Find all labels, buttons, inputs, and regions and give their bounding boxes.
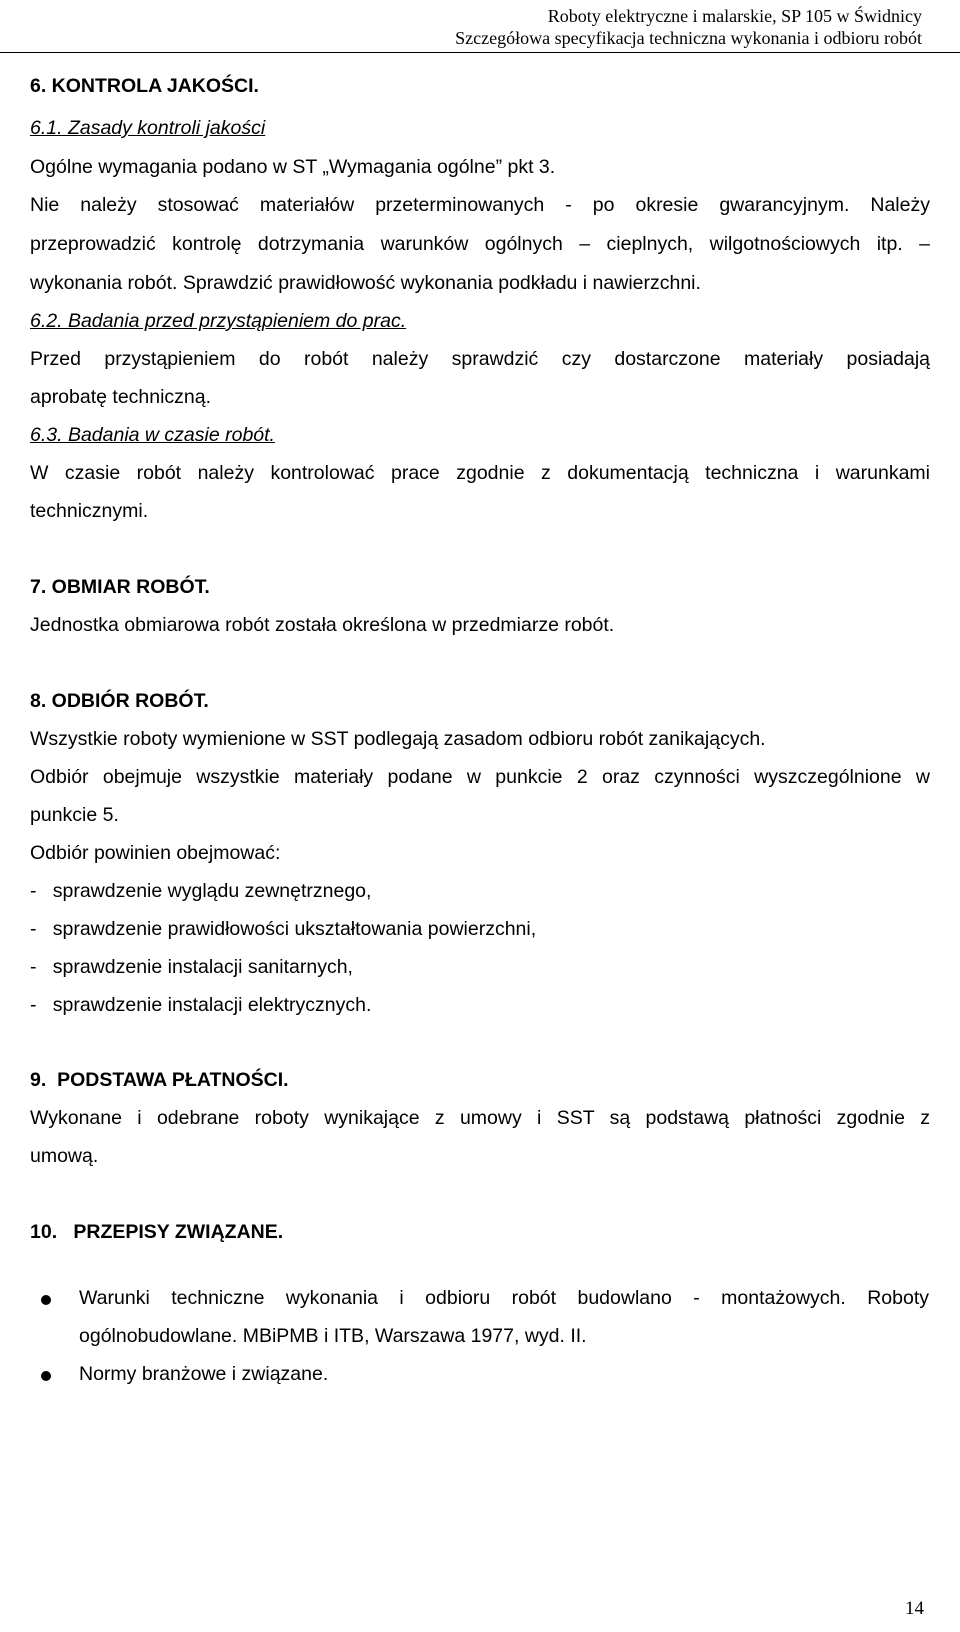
section-6-1-para-2-line-1: Nie należy stosować materiałów przeterminowanych - po okresie gwarancyjnym. Należy: [30, 194, 930, 216]
section-8-para-3: Odbiór powinien obejmować:: [30, 842, 281, 864]
bullet-icon: [41, 1371, 51, 1381]
section-6-1-para-2-line-3: wykonania robót. Sprawdzić prawidłowość wykonania podkładu i nawierzchni.: [30, 272, 701, 294]
header-line-1: Roboty elektryczne i malarskie, SP 105 w Świdnicy: [547, 6, 922, 26]
section-8-para-2-line-2: punkcie 5.: [30, 804, 119, 826]
section-10-bullet-1-line-2: ogólnobudowlane. MBiPMB i ITB, Warszawa 1977, wyd. II.: [79, 1325, 587, 1347]
section-6-2-line-1: Przed przystąpieniem do robót należy sprawdzić czy dostarczone materiały posiadają: [30, 348, 930, 370]
section-6-3-title: 6.3. Badania w czasie robót.: [30, 424, 275, 446]
page-number: 14: [905, 1598, 924, 1619]
section-10-bullet-2: Normy branżowe i związane.: [79, 1363, 329, 1385]
list-item: - sprawdzenie prawidłowości ukształtowania powierzchni,: [30, 918, 537, 940]
section-6-1-para-1: Ogólne wymagania podano w ST „Wymagania ogólne” pkt 3.: [30, 156, 556, 178]
list-item: - sprawdzenie wyglądu zewnętrznego,: [30, 880, 372, 902]
section-6-1-para-2-line-2: przeprowadzić kontrolę dotrzymania warunków ogólnych – cieplnych, wilgotnościowych itp. –: [30, 233, 930, 255]
section-7-title: 7. OBMIAR ROBÓT.: [30, 576, 210, 598]
section-6-3-line-2: technicznymi.: [30, 500, 149, 522]
section-7-para: Jednostka obmiarowa robót została określona w przedmiarze robót.: [30, 614, 615, 636]
section-6-title: 6. KONTROLA JAKOŚCI.: [30, 75, 259, 97]
section-8-para-1: Wszystkie roboty wymienione w SST podlegają zasadom odbioru robót zanikających.: [30, 728, 766, 750]
section-6-3-line-1: W czasie robót należy kontrolować prace zgodnie z dokumentacją techniczna i warunkami: [30, 462, 930, 484]
section-10-bullet-1-line-1: Warunki techniczne wykonania i odbioru robót budowlano - montażowych. Roboty: [79, 1287, 929, 1309]
section-6-1-title: 6.1. Zasady kontroli jakości: [30, 117, 266, 139]
section-9-line-2: umową.: [30, 1145, 99, 1167]
section-10-title: 10. PRZEPISY ZWIĄZANE.: [30, 1221, 284, 1243]
bullet-icon: [41, 1295, 51, 1305]
list-item: - sprawdzenie instalacji elektrycznych.: [30, 994, 372, 1016]
section-9-title: 9. PODSTAWA PŁATNOŚCI.: [30, 1069, 289, 1091]
list-item: - sprawdzenie instalacji sanitarnych,: [30, 956, 353, 978]
section-8-title: 8. ODBIÓR ROBÓT.: [30, 690, 209, 712]
header-rule: [0, 52, 960, 53]
section-8-para-2-line-1: Odbiór obejmuje wszystkie materiały podane w punkcie 2 oraz czynności wyszczególnione w: [30, 766, 930, 788]
section-9-line-1: Wykonane i odebrane roboty wynikające z umowy i SST są podstawą płatności zgodnie z: [30, 1107, 930, 1129]
header-line-2: Szczegółowa specyfikacja techniczna wykonania i odbioru robót: [455, 28, 922, 48]
section-6-2-title: 6.2. Badania przed przystąpieniem do prac.: [30, 310, 407, 332]
section-6-2-line-2: aprobatę techniczną.: [30, 386, 212, 408]
